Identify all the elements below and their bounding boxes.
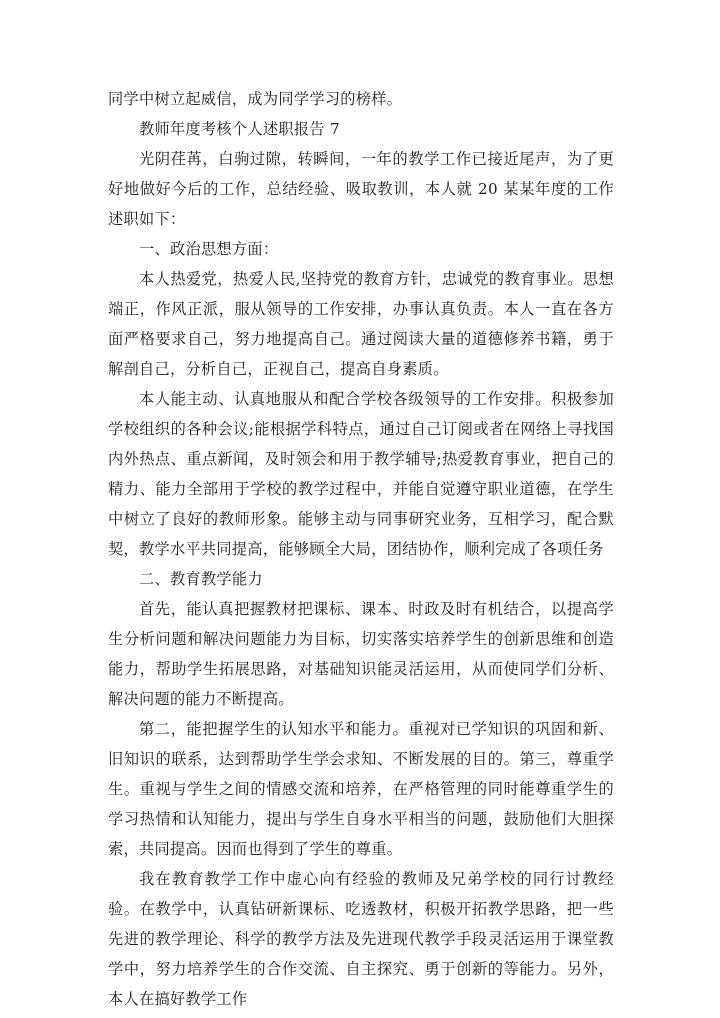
paragraph-teaching-3: 我在教育教学工作中虚心向有经验的教师及兄弟学校的同行讨教经验。在教学中，认真钻研新课标、吃透教材，积极开拓教学思路，把一些先进的教学理论、科学的教学方法及先进现代教学手段灵活运用于课堂教学中，努力培养学生的合作交流、自主探究、勇于创新的等能力。另外，本人在搞好教学工作 <box>108 870 614 1008</box>
paragraph-teaching-2: 第二，能把握学生的认知水平和能力。重视对已学知识的巩固和新、旧知识的联系，达到帮助学生学会求知、不断发展的目的。第三，尊重学生。重视与学生之间的情感交流和培养，在严格管理的同时能尊重学生的学习热情和认知能力，提出与学生自身水平相当的问题，鼓励他们大胆探索，共同提高。因而也得到了学生的尊重。 <box>108 720 614 858</box>
paragraph-teaching-1: 首先，能认真把握教材把课标、课本、时政及时有机结合，以提高学生分析问题和解决问题能力为目标，切实落实培养学生的创新思维和创造能力，帮助学生拓展思路，对基础知识能灵活运用，从而使同学们分析、解决问题的能力不断提高。 <box>108 600 614 708</box>
section-heading-political: 一、政治思想方面： <box>139 240 279 258</box>
paragraph-political-1: 本人热爱党，热爱人民,坚持党的教育方针，忠诚党的教育事业。思想端正，作风正派，服从领导的工作安排，办事认真负责。本人一直在各方面严格要求自己，努力地提高自己。通过阅读大量的道德修养书籍，勇于解剖自己，分析自己，正视自己，提高自身素质。 <box>108 270 614 378</box>
report-title: 教师年度考核个人述职报告 7 <box>139 120 340 138</box>
section-heading-teaching: 二、教育教学能力 <box>139 570 263 588</box>
paragraph-political-2: 本人能主动、认真地服从和配合学校各级领导的工作安排。积极参加学校组织的各种会议;能根据学科特点，通过自己订阅或者在网络上寻找国内外热点、重点新闻，及时领会和用于教学辅导;热爱教育事业，把自己的精力、能力全部用于学校的教学过程中，并能自觉遵守职业道德，在学生中树立了良好的教师形象。能够主动与同事研究业务，互相学习，配合默契，教学水平共同提高，能够顾全大局，团结协作，顺利完成了各项任务 <box>108 390 614 558</box>
document-page <box>108 84 614 1014</box>
paragraph-intro: 光阴荏苒，白驹过隙，转瞬间，一年的教学工作已接近尾声，为了更好地做好今后的工作，总结经验、吸取教训，本人就 20 某某年度的工作述职如下： <box>108 150 614 228</box>
paragraph-continuation: 同学中树立起威信，成为同学学习的榜样。 <box>108 90 403 108</box>
